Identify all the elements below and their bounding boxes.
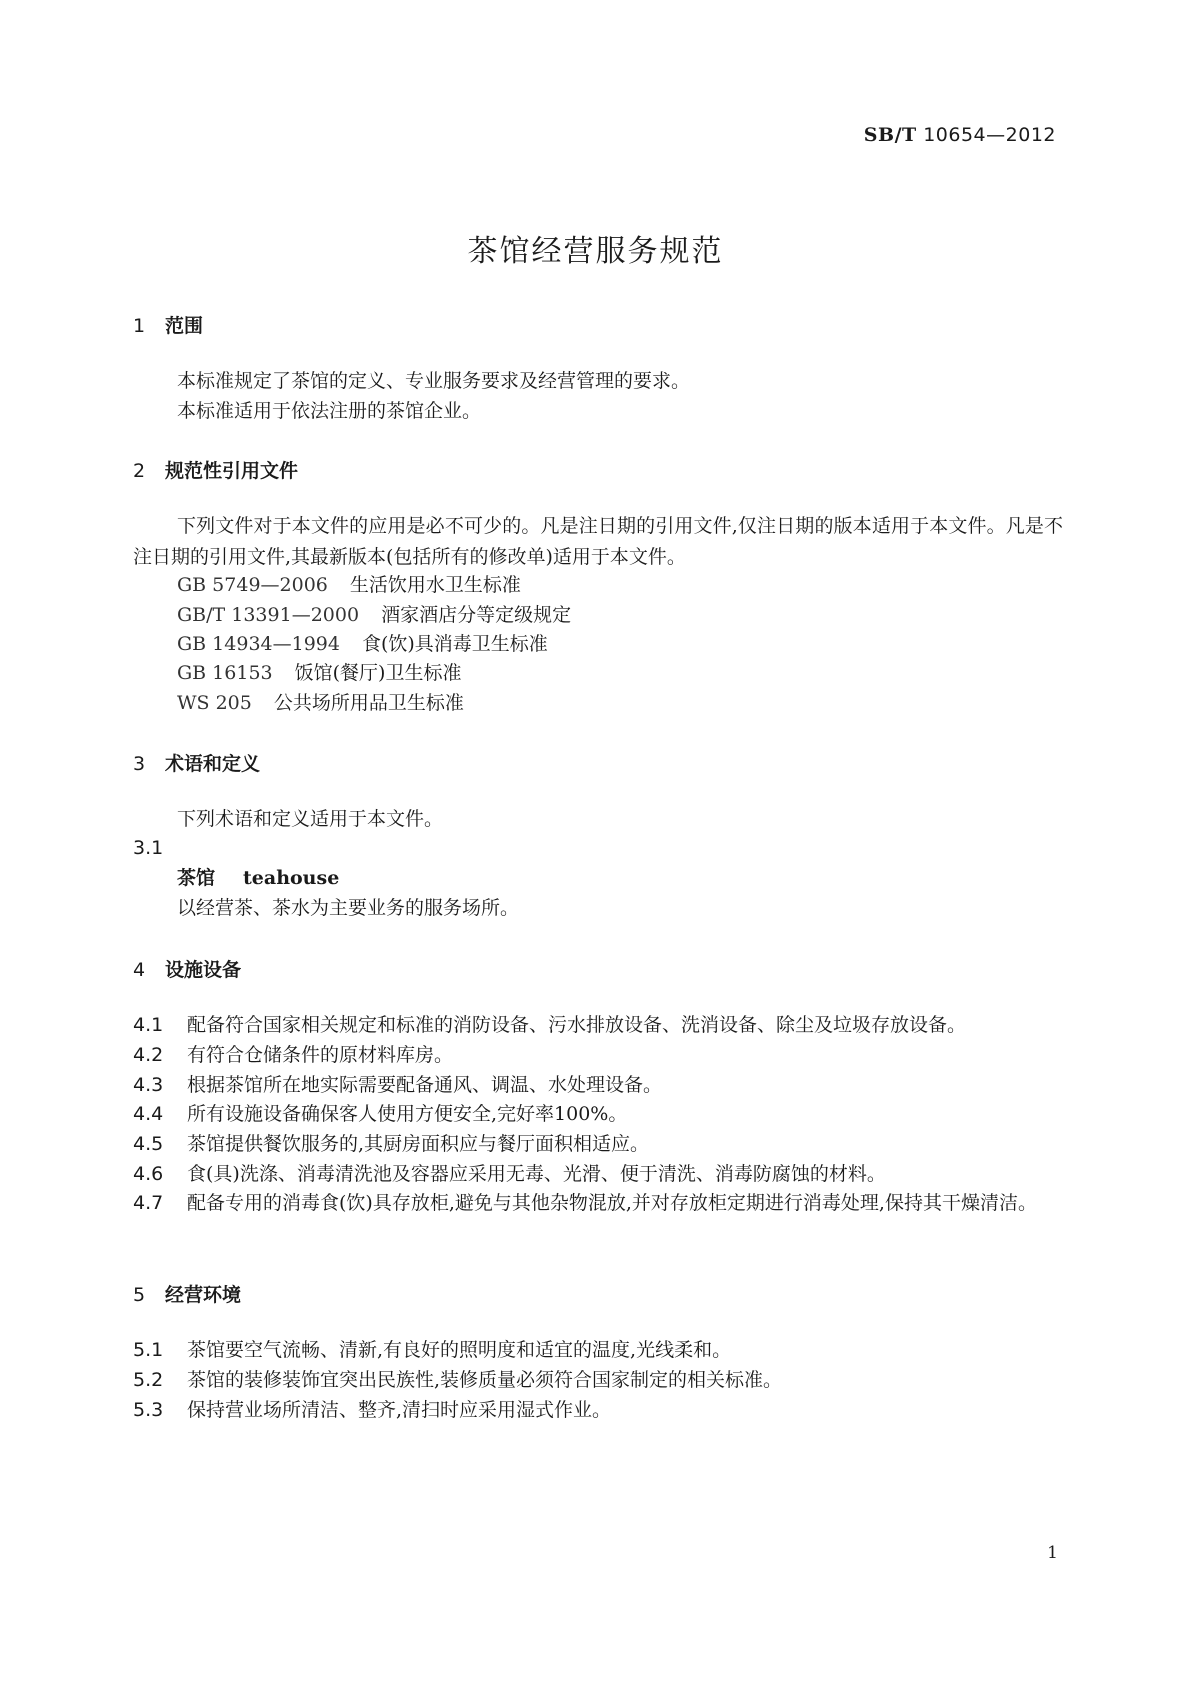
term-number: 3.1 [133,837,164,859]
clause-number: 5.2 [133,1369,164,1391]
section-number: 2 [133,460,146,482]
clause-number: 4.2 [133,1044,164,1066]
paragraph: 下列术语和定义适用于本文件。 [177,808,444,830]
clause-number: 4.3 [133,1074,164,1096]
section-number: 1 [133,315,146,337]
section-title: 设施设备 [165,959,242,981]
reference-code: GB 16153 [177,662,273,684]
standard-number-header [864,124,1056,146]
clause-text: 配备专用的消毒食(饮)具存放柜,避免与其他杂物混放,并对存放柜定期进行消毒处理,保持其干燥清洁。 [187,1192,1037,1214]
reference-name: 酒家酒店分等定级规定 [381,604,572,626]
term-heading [177,863,339,893]
clause [133,1070,662,1100]
section-4-heading [133,955,241,982]
clause-number: 4.4 [133,1103,164,1125]
reference-name: 生活饮用水卫生标准 [349,574,521,596]
reference-code: GB/T 13391—2000 [177,604,360,626]
clause-number: 4.1 [133,1014,164,1036]
reference-code: GB 14934—1994 [177,633,340,655]
reference-name: 公共场所用品卫生标准 [273,692,464,714]
clause [133,1129,649,1159]
section-number: 5 [133,1284,146,1306]
clause-text: 茶馆提供餐饮服务的,其厨房面积应与餐厅面积相适应。 [187,1133,650,1155]
clause [133,1099,627,1129]
clause-number: 4.7 [133,1192,164,1214]
section-number: 4 [133,959,146,981]
term-definition: 以经营茶、茶水为主要业务的服务场所。 [177,897,520,919]
section-title: 经营环境 [165,1284,242,1306]
paragraph: 本标准规定了茶馆的定义、专业服务要求及经营管理的要求。 [177,370,691,392]
reference-item [177,688,464,718]
reference-item [177,658,461,688]
reference-name: 饭馆(餐厅)卫生标准 [294,662,462,684]
clause-text: 有符合仓储条件的原材料库房。 [187,1044,454,1066]
clause-text: 根据茶馆所在地实际需要配备通风、调温、水处理设备。 [187,1074,663,1096]
section-5-heading [133,1280,241,1307]
reference-item [177,570,521,600]
page-number: 1 [1047,1543,1058,1563]
reference-item [177,629,548,659]
clause [133,1395,611,1425]
reference-code: WS 205 [177,692,252,714]
clause-number: 4.5 [133,1133,164,1155]
clause-text: 茶馆要空气流畅、清新,有良好的照明度和适宜的温度,光线柔和。 [187,1339,732,1361]
section-title: 规范性引用文件 [165,460,299,482]
clause-text: 配备符合国家相关规定和标准的消防设备、污水排放设备、洗消设备、除尘及垃圾存放设备。 [187,1014,967,1036]
section-3-heading [133,749,260,776]
clause-text: 茶馆的装修装饰宜突出民族性,装修质量必须符合国家制定的相关标准。 [187,1369,783,1391]
clause [133,1010,966,1040]
clause [133,1188,1063,1219]
reference-name: 食(饮)具消毒卫生标准 [361,633,548,655]
clause [133,1040,453,1070]
section-1-heading [133,311,203,338]
paragraph: 下列文件对于本文件的应用是必不可少的。凡是注日期的引用文件,仅注日期的版本适用于本文件。凡是不注日期的引用文件,其最新版本(包括所有的修改单)适用于本文件。 [133,515,1063,568]
clause-number: 4.6 [133,1163,164,1185]
term-english: teahouse [243,867,340,889]
clause [133,1159,886,1189]
std-prefix: SB/T [863,124,917,146]
clause [133,1365,782,1395]
clause-text: 保持营业场所清洁、整齐,清扫时应采用湿式作业。 [187,1399,612,1421]
clause-text: 所有设施设备确保客人使用方便安全,完好率100%。 [187,1103,628,1125]
reference-item [177,600,571,630]
section-title: 范围 [165,315,204,337]
section-title: 术语和定义 [165,753,261,775]
paragraph: 本标准适用于依法注册的茶馆企业。 [177,400,482,422]
page-title: 茶馆经营服务规范 [467,234,724,269]
std-number: 10654—2012 [923,124,1056,146]
section-number: 3 [133,753,146,775]
term-chinese: 茶馆 [177,867,216,889]
clause-number: 5.1 [133,1339,164,1361]
section-2-heading [133,456,298,483]
clause-number: 5.3 [133,1399,164,1421]
reference-code: GB 5749—2006 [177,574,328,596]
clause [133,1335,731,1365]
clause-text: 食(具)洗涤、消毒清洗池及容器应采用无毒、光滑、便于清洗、消毒防腐蚀的材料。 [187,1163,886,1185]
